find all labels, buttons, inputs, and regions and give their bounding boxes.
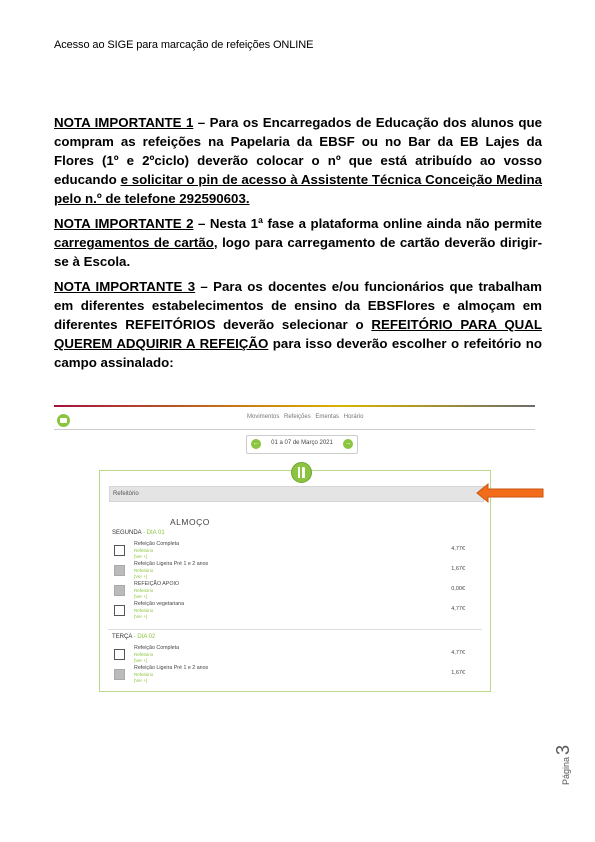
next-week-arrow-icon[interactable]: → — [344, 440, 352, 447]
day-name: TERÇA — [112, 634, 133, 640]
day-header — [112, 530, 165, 536]
note-2-label: NOTA IMPORTANTE 2 — [54, 216, 194, 231]
menu-item-ementas[interactable]: Ementas — [315, 414, 340, 420]
note-2-text-b: , logo para carregamento de cartão deverão dirigir-se à Escola. — [54, 235, 542, 269]
note-3-underlined: REFEITÓRIO PARA QUAL QUEREM ADQUIRIR A REFEIÇÃO — [54, 317, 542, 351]
note-3-label: NOTA IMPORTANTE 3 — [54, 279, 196, 294]
meal-checkbox-disabled — [114, 565, 125, 576]
note-2-text-a: – Nesta 1ª fase a plataforma online ainda não permite — [193, 216, 542, 231]
meal-checkbox-disabled — [114, 585, 125, 596]
meal-row — [112, 601, 482, 621]
app-logo-icon[interactable] — [57, 414, 70, 427]
note-1-underlined: e solicitar o pin de acesso à Assistente Técnica Conceição Medina pelo n.º de telefone 292590603. — [54, 172, 542, 206]
meal-place: Refeitório — [134, 608, 154, 613]
meal-name: REFEIÇÃO APOIO — [134, 581, 180, 587]
embedded-screenshot — [54, 405, 535, 683]
meal-more-link[interactable]: [Ver +] — [134, 614, 148, 619]
document-header: Acesso ao SIGE para marcação de refeições ONLINE — [54, 39, 314, 51]
meal-place: Refeitório — [134, 548, 154, 553]
orange-arrow-svg — [477, 484, 543, 502]
meal-price: 4,77€ — [451, 606, 465, 612]
meal-checkbox[interactable] — [114, 545, 125, 556]
meal-name: Refeição Ligeira Pré 1 e 2 anos — [134, 561, 209, 567]
meal-more-link[interactable]: [Ver +] — [134, 658, 148, 663]
day-number: - DIA 01 — [141, 530, 165, 536]
menu-item-movimentos[interactable]: Movimentos — [247, 414, 280, 420]
meal-checkbox-disabled — [114, 669, 125, 680]
meal-place: Refeitório — [134, 672, 154, 677]
meal-fork-knife-icon — [291, 462, 312, 483]
top-color-bar — [54, 405, 535, 407]
meal-more-link[interactable]: [Ver +] — [134, 554, 148, 559]
day-name: SEGUNDA — [112, 530, 142, 536]
meal-name: Refeição Completa — [134, 645, 180, 651]
meal-place: Refeitório — [134, 588, 154, 593]
meal-row — [112, 645, 482, 665]
section-title-almoco: ALMOÇO — [170, 517, 210, 527]
note-2-underlined: carregamentos de cartão — [54, 235, 214, 250]
meal-row — [112, 561, 482, 581]
note-3 — [54, 277, 542, 372]
meal-price: 0,00€ — [451, 586, 465, 592]
note-1-text: – Para os Encarregados de Educação dos alunos que compram as refeições na Papelaria da EBSF ou no Bar da EB Lajes da Flores (1º e 2ºciclo) deverão colocar o nº que está atribuído ao vosso educando — [54, 115, 542, 187]
page-number — [553, 745, 574, 785]
note-3-text-a: – Para os docentes e/ou funcionários que trabalham em diferentes estabelecimentos de ensino da EBSFlores e almoçam em diferentes REFEITÓRIOS deverão selecionar o — [54, 279, 542, 332]
meal-name: Refeição Completa — [134, 541, 180, 547]
week-selector — [246, 435, 358, 454]
menu-divider — [54, 429, 535, 430]
menu-item-horario[interactable]: Horário — [343, 414, 364, 420]
meal-more-link[interactable]: [Ver +] — [134, 574, 148, 579]
day-header — [112, 634, 155, 640]
meal-name: Refeição Ligeira Pré 1 e 2 anos — [134, 665, 209, 671]
note-1 — [54, 113, 542, 208]
meal-more-link[interactable]: [Ver +] — [134, 678, 148, 683]
refeitorio-select[interactable]: Refeitório — [109, 486, 484, 502]
meal-checkbox[interactable] — [114, 649, 125, 660]
meals-panel — [99, 470, 491, 692]
note-1-label: NOTA IMPORTANTE 1 — [54, 115, 194, 130]
notes-section — [54, 113, 542, 378]
orange-pointer-arrow-icon — [477, 484, 543, 502]
meal-row — [112, 581, 482, 601]
top-menu — [247, 414, 366, 420]
previous-week-arrow-icon[interactable]: ← — [252, 440, 260, 447]
day-separator — [108, 629, 482, 630]
meal-price: 1,67€ — [451, 566, 465, 572]
meal-row — [112, 541, 482, 561]
day-number: - DIA 02 — [132, 634, 156, 640]
menu-item-refeicoes[interactable]: Refeições — [284, 414, 311, 420]
meal-place: Refeitório — [134, 652, 154, 657]
meal-name: Refeição vegetariana — [134, 601, 185, 607]
page-number-value: 3 — [553, 744, 573, 755]
meal-price: 4,77€ — [451, 546, 465, 552]
meal-place: Refeitório — [134, 568, 154, 573]
meal-price: 4,77€ — [451, 650, 465, 656]
date-range-label: 01 a 07 de Março 2021 — [271, 440, 333, 446]
meal-row — [112, 665, 482, 685]
meal-price: 1,67€ — [451, 670, 465, 676]
note-3-text-b: para isso deverão escolher o refeitório no campo assinalado: — [54, 336, 542, 370]
page-label: Página — [561, 756, 571, 785]
meal-more-link[interactable]: [Ver +] — [134, 594, 148, 599]
note-2 — [54, 214, 542, 271]
meal-checkbox[interactable] — [114, 605, 125, 616]
